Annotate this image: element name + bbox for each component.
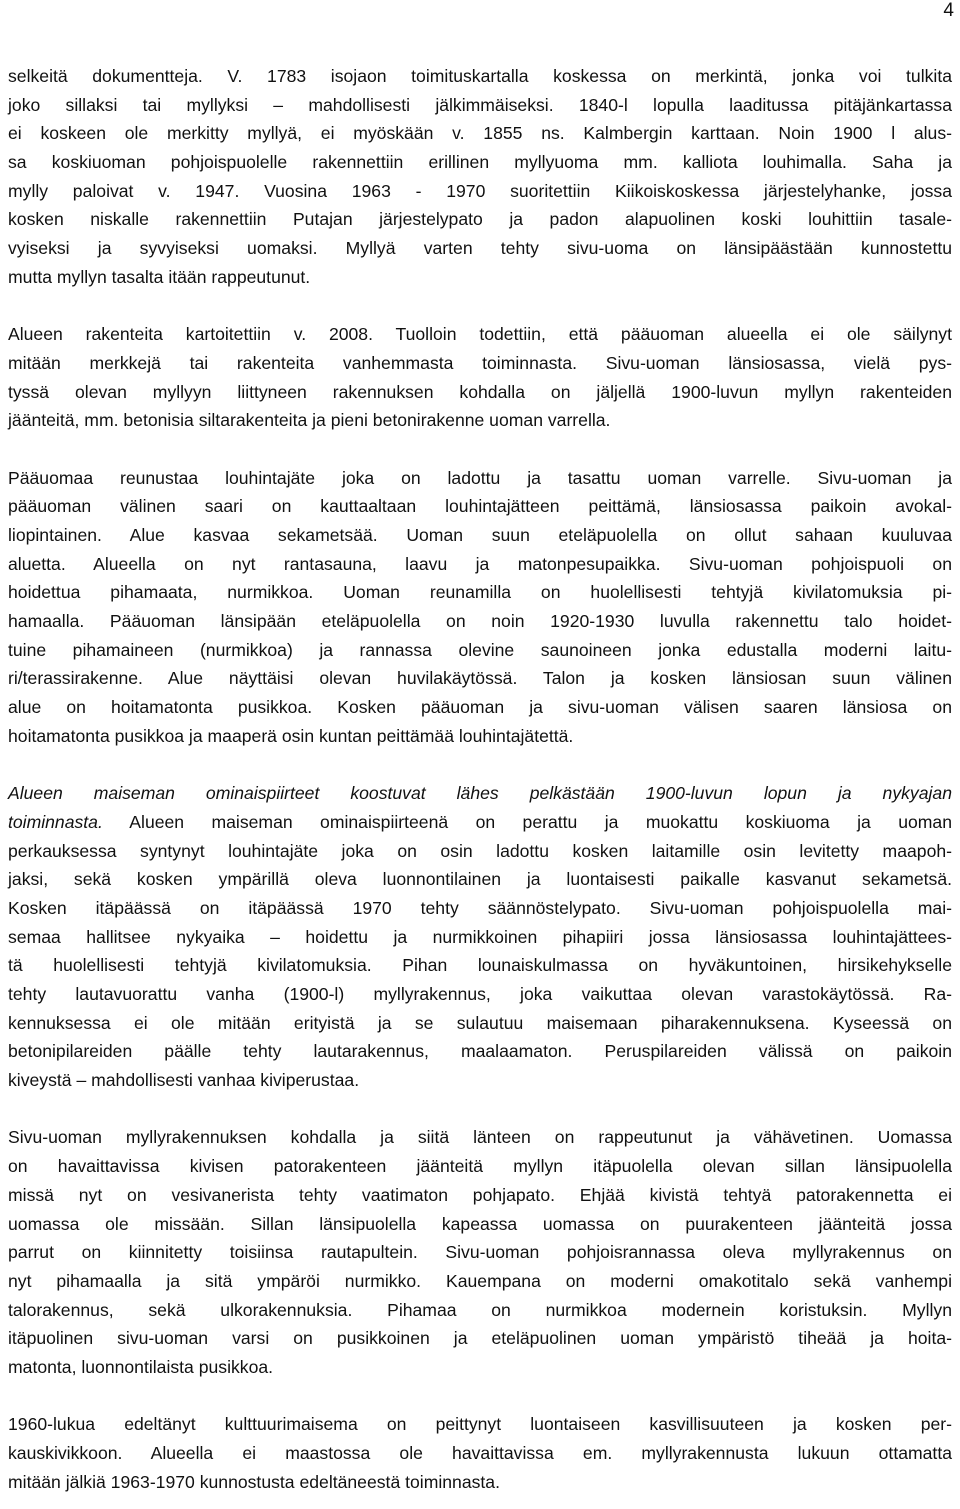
- text-line: mitään merkkejä tai rakenteita vanhemmasta toiminnasta. Sivu-uoman länsiosassa, vielä pys-: [8, 352, 952, 373]
- text-line: 1960-lukua edeltänyt kulttuurimaisema on peittynyt luontaiseen kasvillisuuteen ja kosken per-: [8, 1414, 952, 1435]
- text-line: kennuksessa ei ole mitään erityistä ja se sulautuu maisemaan piharakennuksena. Kyseessä on: [8, 1012, 952, 1033]
- text-line: vyiseksi ja syvyiseksi uomaksi. Myllyä varten tehty sivu-uoma on länsipäästään kunnostettu: [8, 238, 952, 259]
- text-line: pääuoman välinen saari on kauttaaltaan louhintajätteen peittämä, länsiosassa paikoin avokal-: [8, 496, 952, 517]
- text-line: parrut on kiinnitetty toisiinsa rautapultein. Sivu-uoman pohjoisrannassa oleva myllyrakennus on: [8, 1242, 952, 1263]
- paragraph-gap: [8, 751, 952, 780]
- text-line: kosken niskalle rakennettiin Putajan järjestelypato ja padon alapuolinen koski louhittiin tasale-: [8, 209, 952, 230]
- text-line: alue on hoitamatonta pusikkoa. Kosken pääuoman ja sivu-uoman välisen saaren länsiosa on: [8, 697, 952, 718]
- paragraph-survey: [8, 320, 952, 435]
- text-line-rest: Alueen maiseman ominaispiirteenä on perattu ja muokattu koskiuoma ja uoman: [102, 811, 952, 832]
- text-line: sa koskiuoman pohjoispuolelle rakennettiin erillinen myllyuoma mm. kalliota louhimalla. Saha ja: [8, 152, 952, 173]
- text-line: jäänteitä, mm. betonisia siltarakenteita ja pieni betonirakenne uoman varrella.: [8, 410, 611, 431]
- text-line: nyt pihamaalla ja sitä ympäröi nurmikko. Kauempana on moderni omakotitalo sekä vanhempi: [8, 1270, 952, 1291]
- page-number: 4: [943, 0, 954, 21]
- paragraph-landscape: [8, 779, 952, 1095]
- text-line: Alueen rakenteita kartoitettiin v. 2008. Tuolloin todettiin, että pääuoman alueella ei ole säilynyt: [8, 324, 952, 345]
- text-line: hoitamatonta pusikkoa ja maaperä osin kuntan peittämää louhintajätettä.: [8, 725, 574, 746]
- text-line: tyssä olevan myllyyn liittyneen rakennuksen kohdalla on jäljellä 1900-luvun myllyn rakenteiden: [8, 381, 952, 402]
- text-line: uomassa ole missään. Sillan länsipuolella kapeassa uomassa on puurakenteen jäänteitä jossa: [8, 1213, 952, 1234]
- text-line: Pääuomaa reunustaa louhintajäte joka on ladottu ja tasattu uoman varrelle. Sivu-uoman ja: [8, 467, 952, 488]
- text-line: itäpuolinen sivu-uoman varsi on pusikkoinen ja eteläpuolinen uoman ympäristö tiheää ja hoita-: [8, 1328, 952, 1349]
- text-line: betonipilareiden päälle tehty lautarakennus, maalaamaton. Peruspilareiden välissä on paikoin: [8, 1041, 952, 1062]
- paragraph-gap: [8, 435, 952, 464]
- paragraph-area-description: [8, 464, 952, 751]
- text-line: mitään jälkiä 1963-1970 kunnostusta edeltäneestä toiminnasta.: [8, 1471, 500, 1492]
- text-line: aluetta. Alueella on nyt rantasauna, laavu ja matonpesupaikka. Sivu-uoman pohjoispuoli on: [8, 553, 952, 574]
- text-line: hamaalla. Pääuoman länsipään eteläpuolella on noin 1920-1930 luvulla rakennettu talo hoidet-: [8, 611, 952, 632]
- text-line: semaa hallitsee nykyaika – hoidettu ja nurmikkoinen pihapiiri jossa länsiosassa louhintajättees-: [8, 926, 952, 947]
- text-line: liopintainen. Alue kasvaa sekametsää. Uoman suun eteläpuolella on ollut sahaan kuuluvaa: [8, 525, 952, 545]
- paragraph-history: [8, 62, 952, 292]
- text-line: tuine pihamaineen (nurmikkoa) ja rannassa olevine saunoineen jonka edustalla moderni laitu-: [8, 639, 952, 660]
- paragraph-gap: [8, 1095, 952, 1124]
- italic-lead-end: toiminnasta.: [8, 811, 103, 832]
- text-line: ei koskeen ole merkitty myllyä, ei myöskään v. 1855 ns. Kalmbergin karttaan. Noin 1900 l alus-: [8, 123, 952, 144]
- text-line: perkauksessa syntynyt louhintajäte joka on osin ladottu kosken laitamille osin levitetty maapoh-: [8, 840, 952, 861]
- text-line: kiveystä – mahdollisesti vanhaa kiviperustaa.: [8, 1070, 360, 1091]
- text-line: Sivu-uoman myllyrakennuksen kohdalla ja siitä länteen on rappeutunut ja vähävetinen. Uomassa: [8, 1127, 952, 1148]
- paragraph-gap: [8, 292, 952, 321]
- text-line: missä nyt on vesivanerista tehty vaatimaton pohjapato. Ehjää kivistä tehtyä patorakennetta ei: [8, 1184, 952, 1205]
- text-line: mylly paloivat v. 1947. Vuosina 1963 - 1970 suoritettiin Kiikoiskoskessa järjestelyhanke, jossa: [8, 180, 952, 201]
- text-line: [8, 808, 952, 837]
- paragraph-gap: [8, 1382, 952, 1411]
- text-line: ri/terassirakenne. Alue näyttäisi olevan huvilakäytössä. Talon ja kosken länsiosan suun välinen: [8, 668, 952, 689]
- text-line: hoidettua pihamaata, nurmikkoa. Uoman reunamilla on huolellisesti tehtyjä kivilatomuksia pi-: [8, 582, 952, 603]
- text-line: on havaittavissa kivisen patorakenteen jäänteitä myllyn itäpuolella olevan sillan länsipuolella: [8, 1156, 952, 1177]
- text-line: joko sillaksi tai myllyksi – mahdollisesti jälkimmäiseksi. 1840-l lopulla laaditussa pitäjänkartassa: [8, 94, 952, 115]
- text-line: jaksi, sekä kosken ympärillä oleva luonnontilainen ja luontaisesti paikalle kasvanut sekametsä.: [8, 869, 952, 890]
- text-line: mutta myllyn tasalta itään rappeutunut.: [8, 266, 311, 287]
- paragraph-cultural-landscape: [8, 1410, 952, 1496]
- text-line: tä huolellisesti tehtyjä kivilatomuksia. Pihan lounaiskulmassa on hyväkuntoinen, hirsikehykselle: [8, 955, 952, 976]
- text-line: tehty lautavuorattu vanha (1900-l) myllyrakennus, joka vaikuttaa olevan varastokäytössä. Ra-: [8, 984, 952, 1004]
- text-line: matonta, luonnontilaista pusikkoa.: [8, 1356, 274, 1377]
- text-line: Kosken itäpäässä on itäpäässä 1970 tehty säännöstelypato. Sivu-uoman pohjoispuolella mai-: [8, 897, 952, 918]
- text-line: kauskivikkoon. Alueella ei maastossa ole havaittavissa em. myllyrakennusta lukuun ottamatta: [8, 1443, 952, 1463]
- italic-lead-line: Alueen maiseman ominaispiirteet koostuvat lähes pelkästään 1900-luvun lopun ja nykyajan: [8, 783, 952, 804]
- document-body: [8, 62, 952, 1496]
- text-line: talorakennus, sekä ulkorakennuksia. Pihamaa on nurmikkoa modernein koristuksin. Myllyn: [8, 1299, 952, 1320]
- paragraph-side-channel: [8, 1123, 952, 1381]
- text-line: selkeitä dokumentteja. V. 1783 isojaon toimituskartalla koskessa on merkintä, jonka voi tulkita: [8, 66, 952, 86]
